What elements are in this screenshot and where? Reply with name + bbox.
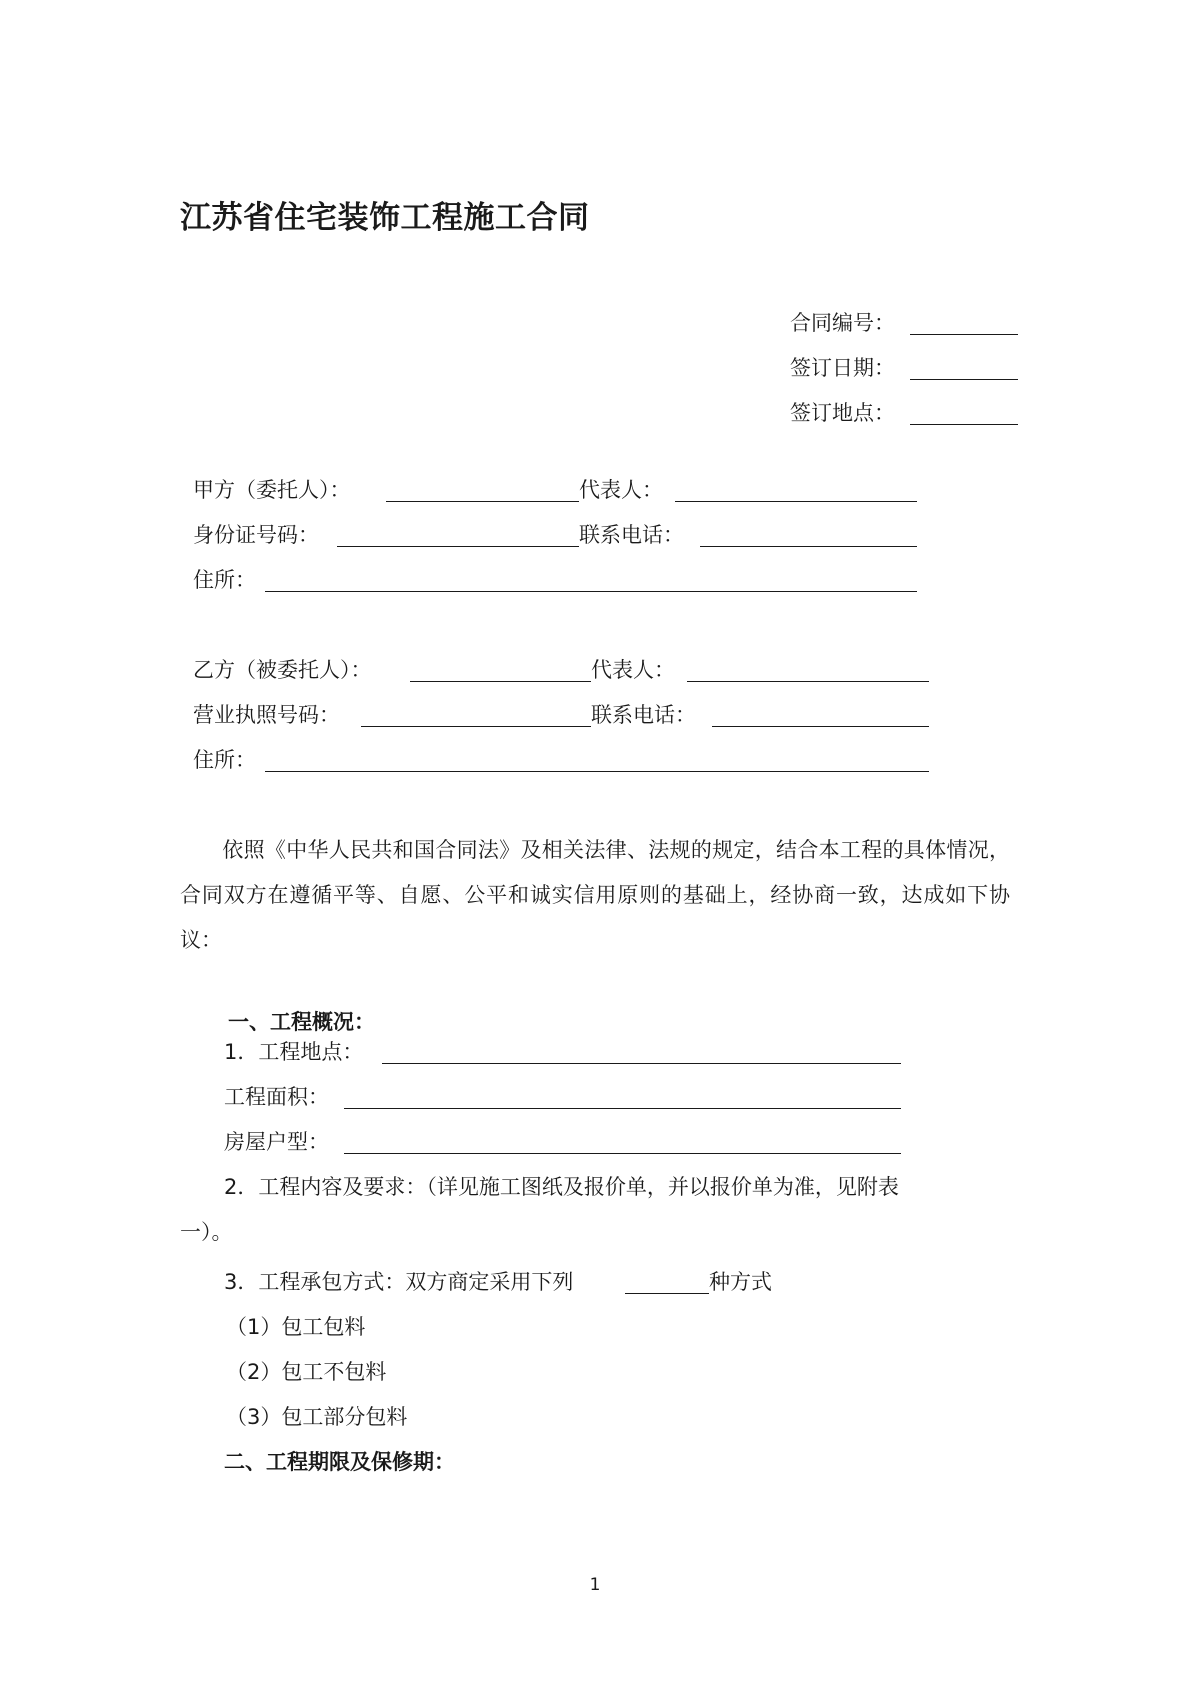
contract-method-blank[interactable] (625, 1293, 709, 1294)
party-a-rep-blank[interactable] (675, 501, 917, 502)
method-option-3: （3）包工部分包料 (226, 1405, 408, 1429)
party-a-phone-label: 联系电话： (579, 523, 684, 547)
party-b-address-label: 住所： (193, 748, 256, 772)
project-area-blank[interactable] (344, 1108, 901, 1109)
party-b-rep-blank[interactable] (687, 681, 929, 682)
sign-date-blank[interactable] (910, 379, 1018, 380)
party-a-name-label: 甲方（委托人）： (193, 478, 351, 502)
party-b-name-label: 乙方（被委托人）： (193, 658, 372, 682)
section1-heading: 一、工程概况： (228, 1010, 375, 1034)
project-location-label: 1．工程地点： (224, 1040, 364, 1064)
project-content-line2: 一）。 (180, 1220, 233, 1244)
document-title: 江苏省住宅装饰工程施工合同 (180, 200, 590, 236)
party-a-phone-blank[interactable] (700, 546, 917, 547)
party-b-license-blank[interactable] (361, 726, 591, 727)
project-location-blank[interactable] (382, 1063, 901, 1064)
party-a-name-blank[interactable] (386, 501, 579, 502)
contract-no-blank[interactable] (910, 334, 1018, 335)
project-content-line1: 2．工程内容及要求：（详见施工图纸及报价单，并以报价单为准，见附表 (224, 1175, 899, 1199)
party-b-license-label: 营业执照号码： (193, 703, 340, 727)
party-a-rep-label: 代表人： (579, 478, 663, 502)
contract-no-label: 合同编号： (790, 311, 895, 335)
sign-date-label: 签订日期： (790, 356, 895, 380)
party-b-rep-label: 代表人： (591, 658, 675, 682)
contract-method-suffix: 种方式 (709, 1270, 772, 1294)
sign-place-blank[interactable] (910, 424, 1018, 425)
party-b-phone-blank[interactable] (712, 726, 929, 727)
intro-text: 依照《中华人民共和国合同法》及相关法律、法规的规定，结合本工程的具体情况，合同双方在遵循平等、自愿、公平和诚实信用原则的基础上，经协商一致，达成如下协议： (180, 838, 1010, 952)
sign-place-label: 签订地点： (790, 401, 895, 425)
party-b-address-blank[interactable] (265, 771, 929, 772)
method-option-1: （1）包工包料 (226, 1315, 366, 1339)
house-type-blank[interactable] (344, 1153, 901, 1154)
method-option-2: （2）包工不包料 (226, 1360, 387, 1384)
contract-method-prefix: 3．工程承包方式：双方商定采用下列 (224, 1270, 574, 1294)
party-a-id-label: 身份证号码： (193, 523, 319, 547)
party-a-id-blank[interactable] (337, 546, 579, 547)
section2-heading: 二、工程期限及保修期： (224, 1450, 455, 1474)
page-number: 1 (589, 1575, 601, 1595)
party-b-phone-label: 联系电话： (591, 703, 696, 727)
house-type-label: 房屋户型： (224, 1130, 329, 1154)
party-a-address-blank[interactable] (265, 591, 917, 592)
party-a-address-label: 住所： (193, 568, 256, 592)
project-area-label: 工程面积： (224, 1085, 329, 1109)
party-b-name-blank[interactable] (410, 681, 591, 682)
intro-paragraph (180, 828, 1010, 963)
